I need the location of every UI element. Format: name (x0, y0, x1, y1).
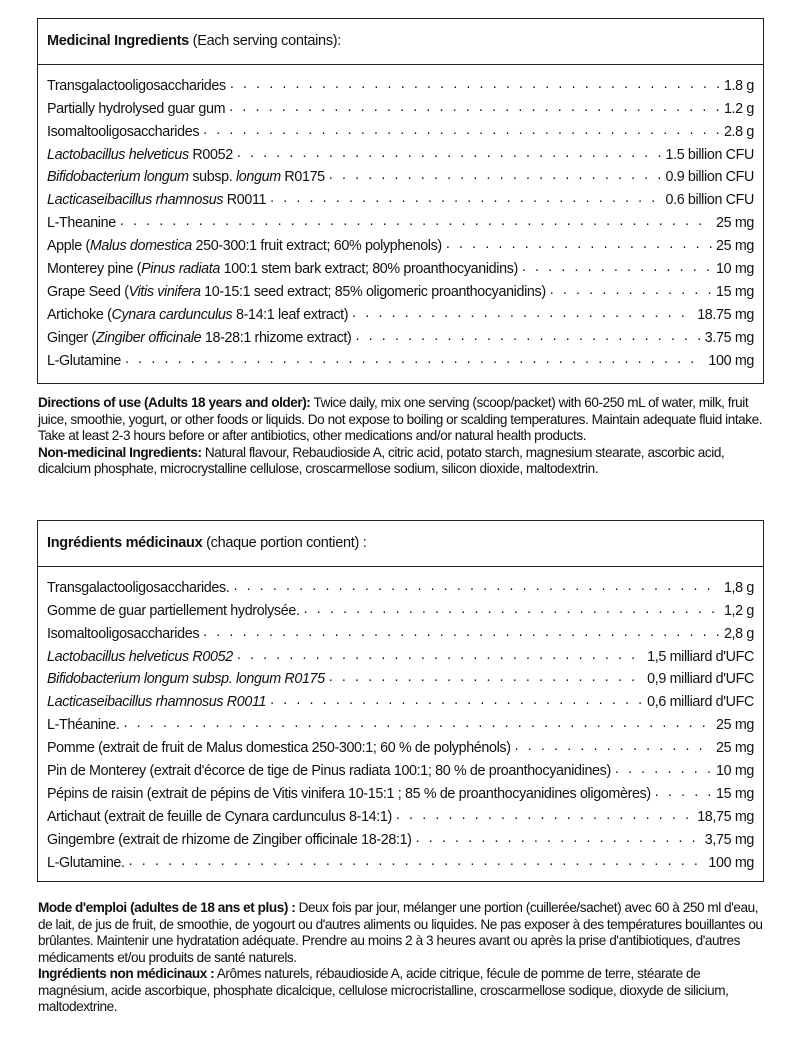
ingredient-amount: 2.8 g (723, 123, 754, 140)
ingredient-name-part: 8-14:1 leaf extract) (232, 306, 349, 323)
ingredient-amount: 1,5 milliard d'UFC (647, 648, 754, 665)
non-medicinal-label: Non-medicinal Ingredients: (38, 444, 202, 460)
leader-dots (229, 99, 720, 117)
ingredient-name-part: Grape Seed ( (47, 283, 129, 300)
ingredient-name-part: L-Theanine (47, 215, 116, 232)
ingredient-name-part: Ginger ( (47, 329, 96, 346)
ingredient-amount: 15 mg (716, 283, 754, 300)
ingredient-amount: 25 mg (716, 717, 754, 734)
ingredient-name-part: R0175 (280, 169, 325, 186)
ingredient-name (47, 580, 229, 596)
ingredient-row (38, 642, 763, 665)
ingredient-rows-fr (38, 567, 763, 871)
leader-dots (550, 282, 712, 300)
ingredient-name-italic: Cynara cardunculus (111, 306, 233, 323)
ingredient-amount: 0,6 milliard d'UFC (647, 694, 754, 711)
ingredient-name-part: subsp. (188, 169, 236, 186)
ingredient-name (47, 694, 266, 710)
directions-label: Directions of use (Adults 18 years and older): (38, 395, 311, 410)
ingredient-name (47, 855, 125, 871)
ingredient-name-part: 100:1 stem bark extract; 80% proanthocyanidins) (220, 261, 518, 278)
ingredient-amount: 1.8 g (723, 77, 754, 94)
ingredient-amount: 15 mg (716, 785, 754, 802)
leader-dots (396, 807, 693, 825)
leader-dots (446, 236, 712, 254)
directions-text: Deux fois par jour, mélanger une portion (cuillerée/sachet) avec 60 à 250 ml d'eau, de lait, de jus de fruit, de smoothie, de yogourt ou d'autres aliments ou liquides. Ne pas exposer à des températures bouillantes ou brûlantes. Maintenir une hydratation adéquate. Prendre au moins 2 à 3 heures avant ou après la prise d'antibiotiques, d'autres médicaments et/ou produits de santé naturels. (38, 900, 763, 965)
ingredient-name (47, 809, 392, 825)
ingredient-amount: 25 mg (716, 215, 754, 232)
ingredient-row (38, 619, 763, 642)
ingredient-row (38, 802, 763, 825)
ingredient-amount: 0,9 milliard d'UFC (647, 671, 754, 688)
leader-dots (129, 853, 705, 871)
medicinal-ingredients-table-fr (37, 520, 764, 882)
leader-dots (230, 76, 720, 94)
ingredient-row (38, 323, 763, 346)
ingredient-row (38, 848, 763, 871)
ingredient-name (47, 307, 348, 323)
table-heading-en (38, 19, 763, 65)
table-heading-rest: (chaque portion contient) : (202, 535, 367, 551)
non-medicinal-text: Natural flavour, Rebaudioside A, citric acid, potato starch, magnesium stearate, ascorbic acid, dicalcium phosphate, microcrystalline cellulose, croscarmellose sodium, silicon dioxide, maltodextrin. (38, 444, 725, 476)
ingredient-name (47, 147, 233, 163)
leader-dots (304, 601, 720, 619)
ingredient-name-part: Artichaut (extrait de feuille de Cynara cardunculus 8-14:1) (47, 808, 392, 825)
directions-section-fr (38, 900, 768, 1016)
leader-dots (270, 692, 643, 710)
ingredient-name-italic: Zingiber officinale (95, 329, 202, 346)
ingredient-name (47, 353, 121, 369)
ingredient-name-part: R0011 (223, 192, 267, 209)
ingredient-name-italic: Lactobacillus helveticus (47, 146, 189, 163)
leader-dots (120, 213, 712, 231)
ingredient-amount: 18.75 mg (697, 306, 754, 323)
leader-dots (125, 351, 704, 369)
ingredient-amount: 1,2 g (723, 602, 754, 619)
ingredient-name-part: Gingembre (extrait de rhizome de Zingiber officinale 18-28:1) (47, 831, 412, 848)
ingredient-amount: 3.75 mg (704, 329, 754, 346)
leader-dots (615, 761, 712, 779)
ingredient-name-part: L-Glutamine (47, 352, 122, 369)
ingredient-amount: 100 mg (708, 854, 754, 871)
ingredient-amount: 10 mg (716, 763, 754, 780)
ingredient-row (38, 756, 763, 779)
ingredient-row (38, 277, 763, 300)
ingredient-rows-en (38, 65, 763, 369)
ingredient-amount: 1,8 g (723, 579, 754, 596)
ingredient-name (47, 330, 351, 346)
directions-of-use-fr (38, 900, 768, 966)
leader-dots (655, 784, 712, 802)
ingredient-name (47, 284, 546, 300)
ingredient-name (47, 763, 611, 779)
non-medicinal-text: Arômes naturels, rébaudioside A, acide citrique, fécule de pomme de terre, stéarate de magnésium, acide ascorbique, phosphate dicalcique, cellulose microcristalline, croscarmellose sodique, dioxyde de silicium, maltodextrine. (38, 966, 729, 1014)
ingredient-name-part: Gomme de guar partiellement hydrolysée. (47, 602, 300, 619)
ingredient-row (38, 710, 763, 733)
ingredient-amount: 0.6 billion CFU (665, 192, 754, 209)
leader-dots (515, 738, 712, 756)
ingredient-name-italic: Lacticaseibacillus rhamnosus (47, 192, 224, 209)
ingredient-name-part: Apple ( (47, 238, 90, 255)
ingredient-name (47, 832, 412, 848)
ingredient-name (47, 626, 199, 642)
leader-dots (355, 328, 700, 346)
ingredient-name-italic: Vitis vinifera (128, 283, 201, 300)
ingredient-row (38, 300, 763, 323)
ingredient-name-part: Partially hydrolysed guar gum (47, 100, 226, 117)
ingredient-amount: 25 mg (716, 740, 754, 757)
leader-dots (352, 305, 693, 323)
directions-text: Twice daily, mix one serving (scoop/packet) with 60-250 mL of water, milk, fruit juice, smoothie, yogurt, or other foods or liquids. Do not expose to boiling or scalding temperatures. Maintain adequate fluid intake. Take at least 2-3 hours before or after antibiotics, other medications and/or natural health products. (38, 395, 763, 443)
ingredient-row (38, 254, 763, 277)
ingredient-name-part: Pomme (extrait de fruit de Malus domestica 250-300:1; 60 % de polyphénols) (47, 740, 511, 757)
ingredient-row (38, 117, 763, 140)
ingredient-name-italic: Bifidobacterium longum (47, 169, 189, 186)
ingredient-name (47, 603, 300, 619)
ingredient-name-part: Monterey pine ( (47, 261, 142, 278)
ingredient-amount: 2,8 g (723, 625, 754, 642)
non-medicinal-ingredients-fr (38, 966, 768, 1016)
ingredient-amount: 100 mg (708, 352, 754, 369)
ingredient-row (38, 596, 763, 619)
ingredient-name-part: 18-28:1 rhizome extract) (201, 329, 352, 346)
ingredient-name (47, 671, 325, 687)
ingredient-amount: 10 mg (716, 261, 754, 278)
ingredient-name (47, 238, 442, 254)
ingredient-name-part: L-Glutamine. (47, 854, 125, 871)
leader-dots (237, 145, 662, 163)
ingredient-name-part: Transgalactooligosaccharides (47, 77, 226, 94)
ingredient-amount: 1.5 billion CFU (665, 146, 754, 163)
ingredient-name-part: Isomaltooligosaccharides (47, 625, 200, 642)
ingredient-row (38, 163, 763, 186)
ingredient-amount: 25 mg (716, 238, 754, 255)
ingredient-name (47, 101, 225, 117)
ingredient-name (47, 261, 518, 277)
ingredient-name (47, 192, 266, 208)
ingredient-amount: 0.9 billion CFU (665, 169, 754, 186)
ingredient-row (38, 208, 763, 231)
ingredient-row (38, 94, 763, 117)
directions-section-en (38, 395, 766, 478)
ingredient-row (38, 71, 763, 94)
ingredient-name-part: Transgalactooligosaccharides. (47, 579, 230, 596)
table-heading-bold: Medicinal Ingredients (47, 33, 189, 49)
non-medicinal-label: Ingrédients non médicinaux : (38, 966, 215, 981)
non-medicinal-ingredients-en (38, 445, 766, 478)
ingredient-row (38, 665, 763, 688)
ingredient-name (47, 215, 116, 231)
ingredient-name-part: Isomaltooligosaccharides (47, 123, 200, 140)
table-heading-fr (38, 521, 763, 567)
ingredient-name (47, 649, 233, 665)
leader-dots (329, 167, 662, 185)
leader-dots (522, 259, 712, 277)
ingredient-name-part: Pépins de raisin (extrait de pépins de Vitis vinifera 10-15:1 ; 85 % de proanthocyanidines oligomères) (47, 785, 651, 802)
table-heading-rest: (Each serving contains): (188, 33, 342, 49)
ingredient-row (38, 779, 763, 802)
ingredient-name-part: Artichoke ( (47, 306, 112, 323)
ingredient-name (47, 78, 226, 94)
ingredient-amount: 1.2 g (723, 100, 754, 117)
ingredient-name (47, 786, 651, 802)
leader-dots (203, 122, 720, 140)
ingredient-name-italic: Pinus radiata (141, 261, 220, 278)
ingredient-row (38, 825, 763, 848)
ingredient-name-italic: Lactobacillus helveticus R0052 (47, 648, 233, 665)
ingredient-name-part: 10-15:1 seed extract; 85% oligomeric proanthocyanidins) (200, 283, 546, 300)
ingredient-row (38, 733, 763, 756)
ingredient-row (38, 573, 763, 596)
ingredient-name (47, 717, 119, 733)
ingredient-name-italic: Malus domestica (89, 238, 192, 255)
ingredient-name-italic: longum (235, 169, 281, 186)
ingredient-name-part: R0052 (188, 146, 233, 163)
ingredient-row (38, 687, 763, 710)
directions-of-use-en (38, 395, 766, 445)
ingredient-name-italic: Lacticaseibacillus rhamnosus R0011 (47, 694, 267, 711)
ingredient-row (38, 185, 763, 208)
ingredient-name-part: 250-300:1 fruit extract; 60% polyphenols) (191, 238, 442, 255)
ingredient-name (47, 169, 325, 185)
leader-dots (203, 624, 720, 642)
leader-dots (416, 830, 701, 848)
leader-dots (329, 669, 643, 687)
ingredient-row (38, 140, 763, 163)
ingredient-name (47, 124, 199, 140)
table-heading-bold: Ingrédients médicinaux (47, 535, 203, 551)
leader-dots (270, 190, 661, 208)
medicinal-ingredients-table-en (37, 18, 764, 384)
ingredient-name-part: L-Théanine. (47, 717, 120, 734)
ingredient-name (47, 740, 511, 756)
ingredient-amount: 3,75 mg (704, 831, 754, 848)
leader-dots (237, 647, 643, 665)
directions-label: Mode d'emploi (adultes de 18 ans et plus) : (38, 900, 296, 915)
ingredient-name-part: Pin de Monterey (extrait d'écorce de tige de Pinus radiata 100:1; 80 % de proanthocyanidines) (47, 763, 611, 780)
ingredient-name-italic: Bifidobacterium longum subsp. longum R0175 (47, 671, 325, 688)
ingredient-row (38, 231, 763, 254)
ingredient-amount: 18,75 mg (697, 808, 754, 825)
ingredient-row (38, 346, 763, 369)
leader-dots (123, 715, 712, 733)
leader-dots (233, 578, 720, 596)
